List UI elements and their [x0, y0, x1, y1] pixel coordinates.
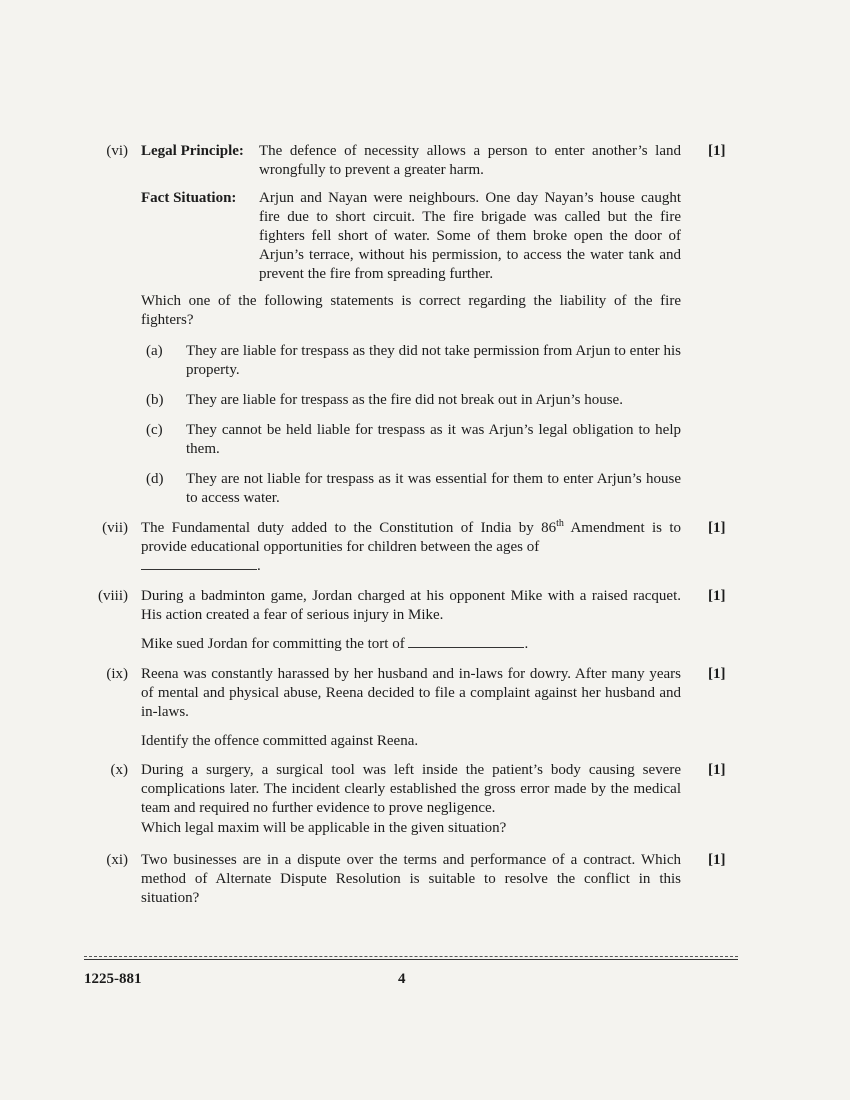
option-letter: (c): [146, 422, 163, 438]
question-text-part: Mike sued Jordan for committing the tort of: [141, 636, 405, 652]
option-text: They are liable for trespass as the fire did not break out in Arjun’s house.: [186, 392, 623, 408]
answer-blank: [141, 569, 257, 570]
question-text: During a surgery, a surgical tool was left inside the patient’s body causing severe complications later. The incident clearly established the gross error made by the medical team and required no further evidence to prove negligence.: [141, 762, 681, 816]
option-text: They cannot be held liable for trespass as it was Arjun’s legal obligation to help them.: [186, 422, 681, 457]
question-number: (vii): [102, 520, 128, 536]
footer-divider-dashed: [84, 956, 738, 957]
question-number: (viii): [98, 588, 128, 604]
question-text-part: The Fundamental duty added to the Constitution of India by 86: [141, 520, 557, 536]
legal-principle-label: Legal Principle:: [141, 143, 244, 159]
question-text-part: Amendment is to provide educational opportunities for children between the ages of: [141, 520, 681, 555]
footer-divider: [84, 959, 738, 960]
paper-code: 1225-881: [84, 971, 142, 987]
question-text: Reena was constantly harassed by her husband and in-laws for dowry. After many years of mental and physical abuse, Reena decided to file a complaint against her husband and in-laws.: [141, 666, 681, 720]
fact-situation-label: Fact Situation:: [141, 190, 237, 206]
marks-badge: [1]: [708, 143, 726, 159]
question-text: Which legal maxim will be applicable in the given situation?: [141, 820, 507, 836]
option-letter: (b): [146, 392, 164, 408]
answer-blank: [408, 647, 524, 648]
question-text: Identify the offence committed against Reena.: [141, 733, 419, 749]
page-number: 4: [398, 971, 406, 987]
option-letter: (a): [146, 343, 163, 359]
question-number: (vi): [106, 143, 128, 159]
question-text: [141, 635, 681, 654]
superscript: th: [556, 518, 564, 529]
question-number: (x): [110, 762, 128, 778]
marks-badge: [1]: [708, 762, 726, 778]
marks-badge: [1]: [708, 520, 726, 536]
marks-badge: [1]: [708, 852, 726, 868]
question-text: During a badminton game, Jordan charged at his opponent Mike with a raised racquet. His action created a fear of serious injury in Mike.: [141, 588, 681, 623]
period: .: [257, 558, 261, 574]
legal-principle-text: The defence of necessity allows a person to enter another’s land wrongfully to prevent a greater harm.: [259, 143, 681, 178]
option-text: They are liable for trespass as they did not take permission from Arjun to enter his property.: [186, 343, 681, 378]
marks-badge: [1]: [708, 666, 726, 682]
question-stem: Which one of the following statements is correct regarding the liability of the fire fighters?: [141, 293, 681, 328]
question-number: (ix): [106, 666, 128, 682]
question-number: (xi): [106, 852, 128, 868]
option-letter: (d): [146, 471, 164, 487]
fact-situation-text: Arjun and Nayan were neighbours. One day Nayan’s house caught fire due to short circuit. The fire brigade was called but the fire fighters fell short of water. Some of them broke open the door of Arjun’s terrace, without his permission, to access the water tank and prevent the fire from spreading further.: [259, 190, 681, 282]
option-text: They are not liable for trespass as it was essential for them to enter Arjun’s house to access water.: [186, 471, 681, 506]
marks-badge: [1]: [708, 588, 726, 604]
period: .: [524, 636, 529, 652]
question-text: Two businesses are in a dispute over the terms and performance of a contract. Which method of Alternate Dispute Resolution is suitable to resolve the conflict in this situation?: [141, 852, 681, 906]
question-text: [141, 519, 681, 576]
